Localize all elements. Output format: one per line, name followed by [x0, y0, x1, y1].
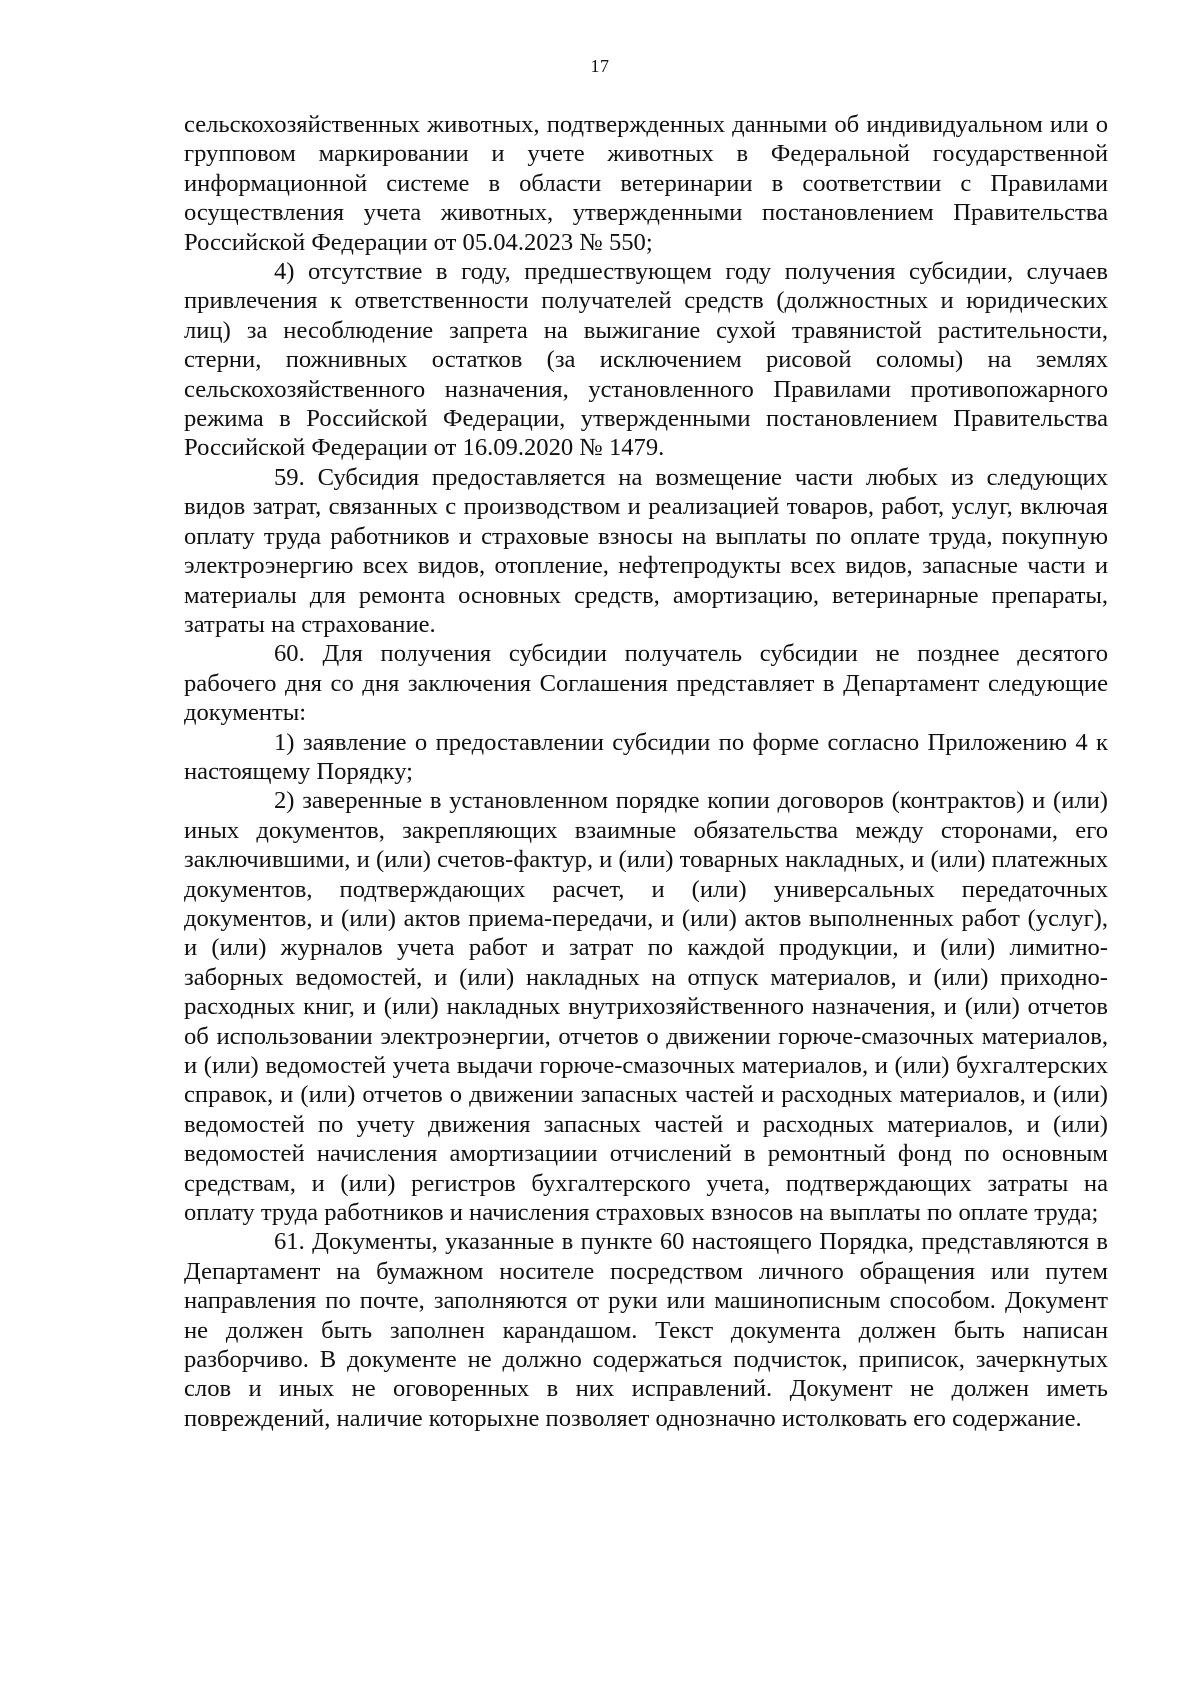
paragraph-60: 60. Для получения субсидии получатель субсидии не позднее десятого рабочего дня со дня заключения Соглашения представляет в Департамент следующие документы:	[184, 640, 1108, 727]
paragraph-60-item-1: 1) заявление о предоставлении субсидии по форме согласно Приложению 4 к настоящему Порядку;	[184, 728, 1108, 785]
paragraph-61: 61. Документы, указанные в пункте 60 настоящего Порядка, представляются в Департамент на бумажном носителе посредством личного обращения или путем направления по почте, заполняются от руки или машинописным способом. Документ не должен быть заполнен карандашом. Текст документа должен быть написан разборчиво. В документе не должно содержаться подчисток, приписок, зачеркнутых слов и иных не оговоренных в них исправлений. Документ не должен иметь повреждений, наличие которыхне позволяет однозначно истолковать его содержание.	[184, 1228, 1108, 1432]
paragraph-continuation: сельскохозяйственных животных, подтвержденных данными об индивидуальном или о групповом маркировании и учете животных в Федеральной государственной информационной системе в области ветеринарии в соответствии с Правилами осуществления учета животных, утвержденными постановлением Правительства Российской Федерации от 05.04.2023 № 550;	[184, 111, 1108, 256]
paragraph-item-4: 4) отсутствие в году, предшествующем году получения субсидии, случаев привлечения к ответственности получателей средств (должностных и юридических лиц) за несоблюдение запрета на выжигание сухой травянистой растительности, стерни, пожнивных остатков (за исключением рисовой соломы) на землях сельскохозяйственного назначения, установленного Правилами противопожарного режима в Российской Федерации, утвержденными постановлением Правительства Российской Федерации от 16.09.2020 № 1479.	[184, 258, 1108, 462]
document-body	[184, 110, 1108, 1433]
page-number: 17	[590, 56, 610, 76]
paragraph-59: 59. Субсидия предоставляется на возмещение части любых из следующих видов затрат, связанных с производством и реализацией товаров, работ, услуг, включая оплату труда работников и страховые взносы на выплаты по оплате труда, покупную электроэнергию всех видов, отопление, нефтепродукты всех видов, запасные части и материалы для ремонта основных средств, амортизацию, ветеринарные препараты, затраты на страхование.	[184, 463, 1108, 638]
paragraph-60-item-2: 2) заверенные в установленном порядке копии договоров (контрактов) и (или) иных документов, закрепляющих взаимные обязательства между сторонами, его заключившими, и (или) счетов-фактур, и (или) товарных накладных, и (или) платежных документов, подтверждающих расчет, и (или) универсальных передаточных документов, и (или) актов приема-передачи, и (или) актов выполненных работ (услуг), и (или) журналов учета работ и затрат по каждой продукции, и (или) лимитно-заборных ведомостей, и (или) накладных на отпуск материалов, и (или) приходно-расходных книг, и (или) накладных внутрихозяйственного назначения, и (или) отчетов об использовании электроэнергии, отчетов о движении горюче-смазочных материалов, и (или) ведомостей учета выдачи горюче-смазочных материалов, и (или) бухгалтерских справок, и (или) отчетов о движении запасных частей и расходных материалов, и (или) ведомостей по учету движения запасных частей и расходных материалов, и (или) ведомостей начисления амортизациии отчислений в ремонтный фонд по основным средствам, и (или) регистров бухгалтерского учета, подтверждающих затраты на оплату труда работников и начисления страховых взносов на выплаты по оплате труда;	[184, 787, 1108, 1227]
